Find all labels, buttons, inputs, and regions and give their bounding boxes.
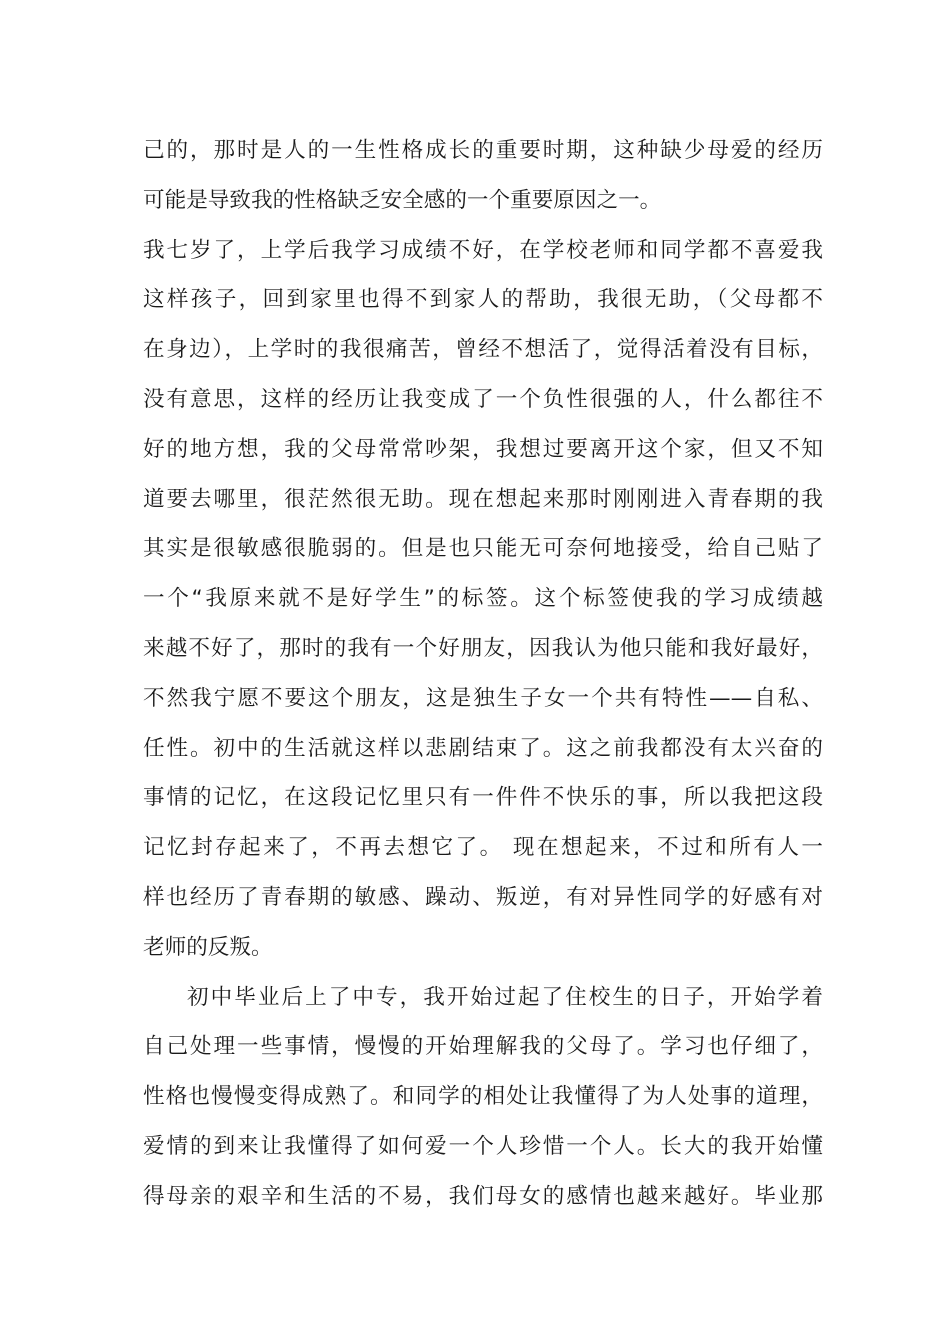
body-text: [143, 126, 823, 1222]
text-line: 记忆封存起来了，不再去想它了。 现在想起来，不过和所有人一: [143, 835, 823, 861]
text-line: 任性。初中的生活就这样以悲剧结束了。这之前我都没有太兴奋的: [143, 735, 823, 761]
text-line: 没有意思，这样的经历让我变成了一个负性很强的人，什么都往不: [143, 386, 823, 412]
text-line: 样也经历了青春期的敏感、躁动、叛逆，有对异性同学的好感有对: [143, 884, 823, 910]
text-line: 道要去哪里，很茫然很无助。现在想起来那时刚刚进入青春期的我: [143, 486, 823, 512]
text-line: 我七岁了，上学后我学习成绩不好，在学校老师和同学都不喜爱我: [143, 237, 823, 263]
text-line: 初中毕业后上了中专，我开始过起了住校生的日子，开始学着: [187, 984, 823, 1010]
text-line: 己的，那时是人的一生性格成长的重要时期，这种缺少母爱的经历: [143, 138, 823, 163]
text-line: 在身边），上学时的我很痛苦，曾经不想活了，觉得活着没有目标，: [143, 337, 823, 363]
text-line: 好的地方想，我的父母常常吵架，我想过要离开这个家，但又不知: [143, 436, 823, 462]
text-line: 可能是导致我的性格缺乏安全感的一个重要原因之一。: [143, 187, 662, 213]
text-line: 爱情的到来让我懂得了如何爱一个人珍惜一个人。长大的我开始懂: [143, 1133, 823, 1159]
text-line: 自己处理一些事情，慢慢的开始理解我的父母了。学习也仔细了，: [143, 1034, 823, 1060]
text-line: 来越不好了，那时的我有一个好朋友，因我认为他只能和我好最好，: [143, 635, 823, 661]
text-line: 其实是很敏感很脆弱的。但是也只能无可奈何地接受，给自己贴了: [143, 536, 823, 562]
text-line: 性格也慢慢变得成熟了。和同学的相处让我懂得了为人处事的道理，: [143, 1084, 823, 1110]
text-line: 不然我宁愿不要这个朋友，这是独生子女一个共有特性——自私、: [143, 685, 823, 711]
text-line: 事情的记忆，在这段记忆里只有一件件不快乐的事，所以我把这段: [143, 785, 823, 811]
text-line: 一个“我原来就不是好学生”的标签。这个标签使我的学习成绩越: [143, 586, 823, 612]
text-line: 这样孩子，回到家里也得不到家人的帮助，我很无助，（父母都不: [143, 287, 823, 313]
text-line: 得母亲的艰辛和生活的不易，我们母女的感情也越来越好。毕业那: [143, 1183, 823, 1209]
text-line: 老师的反叛。: [143, 934, 273, 960]
